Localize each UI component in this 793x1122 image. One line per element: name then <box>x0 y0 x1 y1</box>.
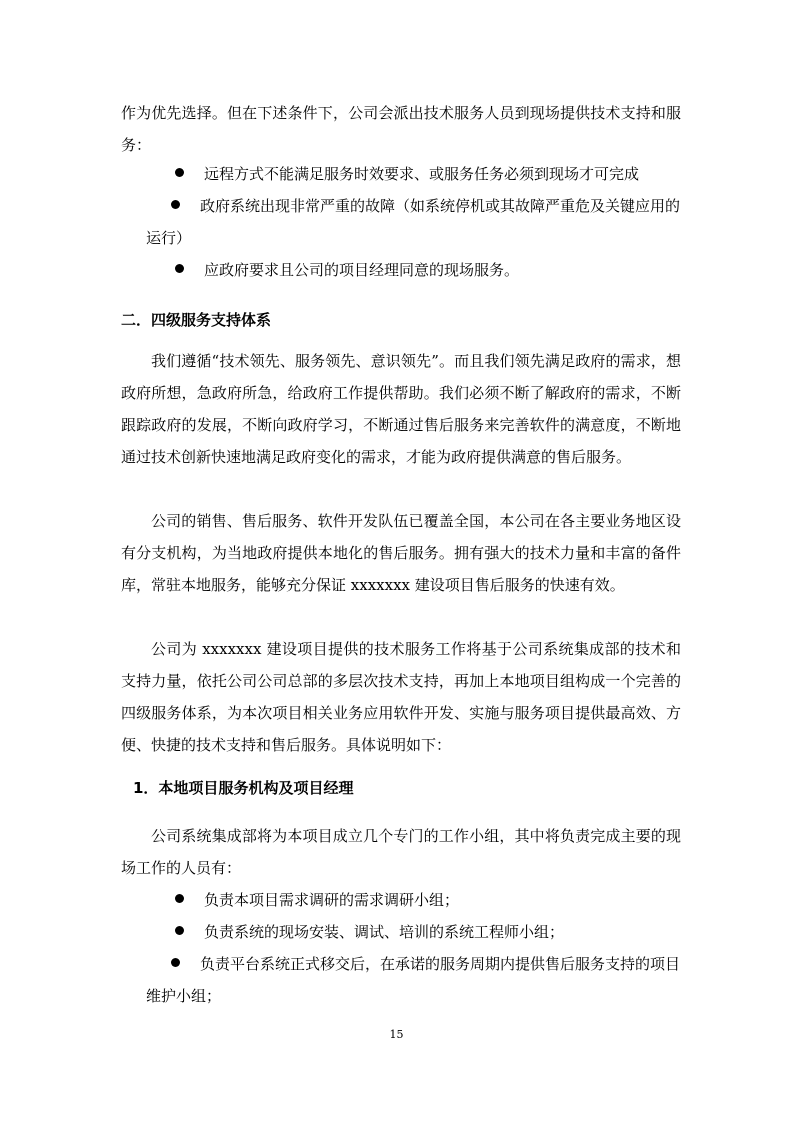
section-heading: 二．四级服务支持体系 <box>121 311 272 329</box>
subsection-paragraph: 公司系统集成部将为本项目成立几个专门的工作小组，其中将负责完成主要的现场工作的人员有： <box>121 827 681 877</box>
subsection-bullet-item <box>150 884 680 916</box>
subsection-bullet-item <box>146 948 686 1012</box>
subsection-bullet-text: 负责系统的现场安装、调试、培训的系统工程师小组； <box>204 923 565 941</box>
subsection-bullet-item <box>150 916 680 948</box>
section-paragraph: 公司的销售、售后服务、软件开发队伍已覆盖全国，本公司在各主要业务地区设有分支机构，为当地政府提供本地化的售后服务。拥有强大的技术力量和丰富的备件库，常驻本地服务，能够充分保证 xxxxxxx 建设项目售后服务的快速有效。 <box>121 512 681 594</box>
intro-bullet-text: 政府系统出现非常严重的故障（如系统停机或其故障严重危及关键应用的运行） <box>146 197 681 247</box>
intro-bullet-item <box>146 190 686 254</box>
bullet-dot-icon <box>175 894 184 903</box>
page-number: 15 <box>389 1028 404 1041</box>
subsection-bullet-text: 负责平台系统正式移交后，在承诺的服务周期内提供售后服务支持的项目维护小组； <box>146 955 681 1005</box>
bullet-dot-icon <box>171 958 180 967</box>
section-paragraph: 公司为 xxxxxxx 建设项目提供的技术服务工作将基于公司系统集成部的技术和支持力量，依托公司公司总部的多层次技术支持，再加上本地项目组构成一个完善的四级服务体系，为本次项目相关业务应用软件开发、实施与服务项目提供最高效、方便、快捷的技术支持和售后服务。具体说明如下： <box>121 640 681 754</box>
subsection-heading: 1．本地项目服务机构及项目经理 <box>133 779 354 797</box>
intro-bullet-item <box>150 254 680 286</box>
bullet-dot-icon <box>171 200 180 209</box>
bullet-dot-icon <box>175 168 184 177</box>
intro-bullet-text: 应政府要求且公司的项目经理同意的现场服务。 <box>204 261 520 279</box>
intro-bullet-text: 远程方式不能满足服务时效要求、或服务任务必须到现场才可完成 <box>204 165 640 183</box>
bullet-dot-icon <box>175 926 184 935</box>
bullet-dot-icon <box>175 264 184 273</box>
intro-bullet-item <box>150 158 680 190</box>
section-paragraph: 我们遵循“技术领先、服务领先、意识领先”。而且我们领先满足政府的需求，想政府所想，急政府所急，给政府工作提供帮助。我们必须不断了解政府的需求，不断跟踪政府的发展，不断向政府学习，不断通过售后服务来完善软件的满意度，不断地通过技术创新快速地满足政府变化的需求，才能为政府提供满意的售后服务。 <box>121 352 681 466</box>
intro-paragraph: 作为优先选择。但在下述条件下，公司会派出技术服务人员到现场提供技术支持和服务： <box>121 104 681 154</box>
subsection-bullet-text: 负责本项目需求调研的需求调研小组； <box>204 891 460 909</box>
